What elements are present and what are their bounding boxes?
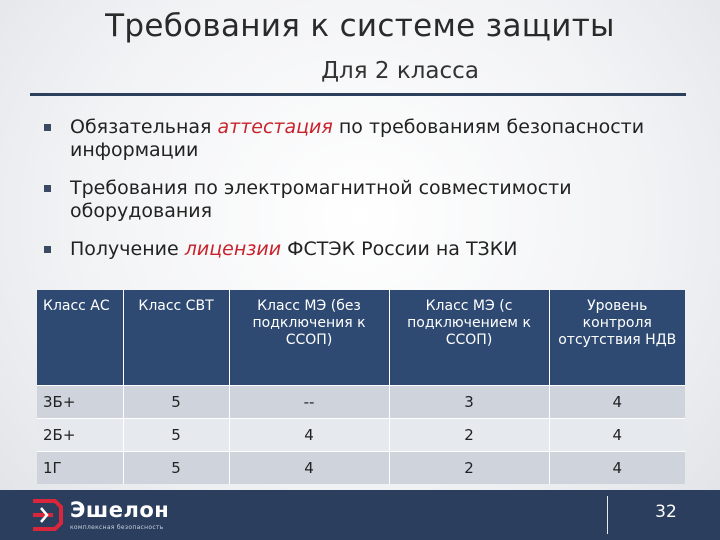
table-cell: 4	[549, 419, 685, 452]
slide-title: Требования к системе защиты	[105, 8, 615, 44]
table-cell: 3Б+	[37, 386, 123, 419]
bullet-item	[44, 177, 684, 223]
page-number: 32	[655, 502, 677, 522]
table-row	[37, 419, 685, 452]
table-row	[37, 452, 685, 485]
square-bullet-icon	[44, 185, 51, 192]
table-cell: 1Г	[37, 452, 123, 485]
column-header: Класс СВТ	[123, 290, 229, 386]
column-header: Класс МЭ (с подключением к ССОП)	[389, 290, 549, 386]
table-cell: 2	[389, 419, 549, 452]
table-row	[37, 386, 685, 419]
table-header-row	[37, 290, 685, 386]
logo-tagline: комплексная безопасность	[70, 524, 164, 531]
column-header: Класс АС	[37, 290, 123, 386]
footer-divider	[607, 496, 608, 534]
bullet-highlight: лицензии	[184, 238, 282, 260]
bullet-text: ФСТЭК России на ТЗКИ	[281, 238, 518, 260]
logo-name: Эшелон	[70, 498, 170, 522]
table-cell: 5	[123, 419, 229, 452]
table-cell: 5	[123, 452, 229, 485]
square-bullet-icon	[44, 246, 51, 253]
table-cell: 3	[389, 386, 549, 419]
bullet-list	[44, 116, 684, 276]
slide-subtitle: Для 2 класса	[321, 58, 479, 84]
bullet-item	[44, 238, 684, 261]
table-cell: 4	[549, 386, 685, 419]
table-cell: 4	[229, 419, 389, 452]
title-divider	[30, 93, 686, 96]
column-header: Класс МЭ (без подключения к ССОП)	[229, 290, 389, 386]
table-cell: 2Б+	[37, 419, 123, 452]
table-cell: 4	[549, 452, 685, 485]
requirements-table	[37, 290, 685, 484]
bullet-item	[44, 116, 684, 162]
table-cell: 2	[389, 452, 549, 485]
bullet-text: по требованиям безопасности информации	[70, 116, 645, 161]
bullet-text: Получение	[70, 238, 185, 260]
column-header: Уровень контроля отсутствия НДВ	[549, 290, 685, 386]
bullet-text: Обязательная	[70, 116, 218, 138]
bullet-highlight: аттестация	[217, 116, 333, 138]
table-cell: 5	[123, 386, 229, 419]
footer-bar	[0, 490, 720, 540]
echelon-logo-icon	[31, 498, 63, 532]
table-cell: --	[229, 386, 389, 419]
bullet-text: Требования по электромагнитной совместимости оборудования	[70, 177, 572, 222]
square-bullet-icon	[44, 124, 51, 131]
table-cell: 4	[229, 452, 389, 485]
